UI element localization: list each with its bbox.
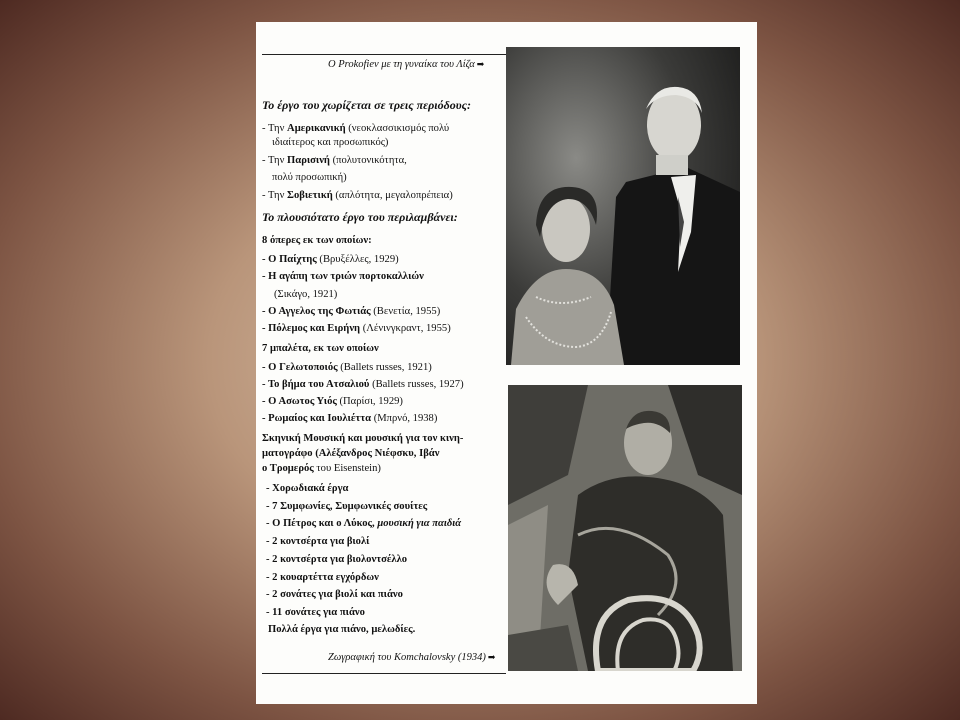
opera-item: [262, 305, 440, 318]
ballet-detail: (Παρίσι, 1929): [336, 396, 403, 407]
periods-heading: Το έργο του χωρίζεται σε τρεις περιόδους:: [262, 98, 471, 112]
period-description: πολύ προσωπική): [272, 172, 347, 183]
period-name: Σοβιετική: [287, 190, 333, 201]
period-name: Αμερικανική: [287, 123, 346, 134]
bottom-caption-text: Ζωγραφική του Komchalovsky (1934): [328, 652, 486, 663]
arrow-right-icon: ➡: [487, 652, 496, 662]
period-description: (νεοκλασσικισμός πολύ: [345, 123, 450, 134]
other-work-item: [266, 535, 369, 548]
other-work-item: [268, 623, 415, 636]
other-work-text: - Ο Πέτρος και ο Λύκος,: [266, 518, 378, 529]
ballet-detail: (Μπρνό, 1938): [371, 413, 438, 424]
other-work-text: - 2 κουαρτέττα εγχόρδων: [266, 572, 379, 583]
operas-heading: 8 όπερες εκ των οποίων:: [262, 235, 372, 246]
top-photo-caption: [328, 59, 484, 70]
top-divider: [262, 54, 508, 55]
ballet-title: - Το βήμα του Ατσαλιού: [262, 379, 370, 390]
period-prefix: - Την: [262, 155, 288, 166]
period-prefix: - Την: [262, 190, 288, 201]
ballet-item: [262, 395, 403, 408]
opera-title: - Ο Παίχτης: [262, 254, 317, 265]
other-work-text: - 2 κοντσέρτα για βιολί: [266, 536, 370, 547]
other-work-text: - 11 σονάτες για πιάνο: [266, 607, 365, 618]
opera-title: - Ο Αγγελος της Φωτιάς: [262, 306, 371, 317]
other-work-item: [266, 500, 427, 513]
period-prefix: - Την: [262, 123, 288, 134]
other-work-text: - Χορωδιακά έργα: [266, 483, 349, 494]
opera-detail: (Βρυξέλλες, 1929): [316, 254, 399, 265]
ballets-heading: 7 μπαλέτα, εκ των οποίων: [262, 343, 379, 354]
ballet-item: [262, 378, 464, 391]
period-description: (πολυτονικότητα,: [329, 155, 407, 166]
arrow-right-icon: ➡: [476, 59, 485, 69]
opera-title: - Πόλεμος και Ειρήνη: [262, 323, 361, 334]
other-work-item: [266, 553, 407, 566]
opera-detail: (Βενετία, 1955): [370, 306, 441, 317]
stage-music-line: [262, 462, 381, 475]
other-work-text: - 2 σονάτες για βιολί και πιάνο: [266, 589, 403, 600]
period-line: [262, 154, 407, 167]
stage-music-bold: ματογράφο (Αλέξανδρος Νιέφσκυ, Ιβάν: [262, 448, 440, 459]
opera-item: [262, 322, 451, 335]
prokofiev-couple-photo: [506, 47, 740, 365]
period-line: [262, 122, 449, 135]
other-work-italic: μουσική για παιδιά: [377, 518, 462, 529]
opera-item: [274, 288, 337, 301]
other-work-item: [266, 517, 461, 530]
other-work-text: - 7 Συμφωνίες, Συμφωνικές σουίτες: [266, 501, 428, 512]
ballet-item: [262, 412, 437, 425]
other-work-text: Πολλά έργα για πιάνο, μελωδίες.: [268, 624, 416, 635]
period-name: Παρισινή: [287, 155, 330, 166]
ballet-title: - Ρωμαίος και Ιουλιέττα: [262, 413, 372, 424]
period-line: [272, 136, 388, 149]
stage-music-bold: Σκηνική Μουσική και μουσική για τον κινη-: [262, 433, 464, 444]
top-caption-text: Ο Prokofiev με τη γυναίκα του Λίζα: [328, 59, 475, 70]
other-work-item: [266, 571, 379, 584]
other-work-text: - 2 κοντσέρτα για βιολοντσέλλο: [266, 554, 408, 565]
document-page: [256, 22, 757, 704]
ballet-title: - Ο Γελωτοποιός: [262, 362, 338, 373]
ballet-item: [262, 361, 432, 374]
ballet-detail: (Ballets russes, 1927): [369, 379, 464, 390]
opera-item: [262, 253, 399, 266]
stage-music-bold: ο Τρομερός: [262, 463, 314, 474]
other-work-item: [266, 482, 348, 495]
opera-detail: (Λένινγκραντ, 1955): [360, 323, 451, 334]
works-heading: Το πλουσιότατο έργο του περιλαμβάνει:: [262, 210, 458, 224]
period-description: ιδιαίτερος και προσωπικός): [272, 137, 389, 148]
period-description: (απλότητα, μεγαλοπρέπεια): [332, 190, 453, 201]
period-line: [272, 171, 347, 184]
opera-detail: (Σικάγο, 1921): [274, 289, 338, 300]
stage-music-line: [262, 447, 439, 460]
ballet-title: - Ο Ασωτος Υιός: [262, 396, 337, 407]
other-work-item: [266, 606, 365, 619]
stage-music-text: του Eisenstein): [313, 463, 381, 474]
opera-item: [262, 270, 424, 283]
bottom-divider: [262, 673, 506, 674]
ballet-detail: (Ballets russes, 1921): [337, 362, 432, 373]
period-line: [262, 189, 453, 202]
komchalovsky-painting: [508, 385, 742, 671]
stage-music-line: [262, 432, 463, 445]
opera-title: - Η αγάπη των τριών πορτοκαλλιών: [262, 271, 424, 282]
bottom-photo-caption: [328, 652, 495, 663]
other-work-item: [266, 588, 403, 601]
